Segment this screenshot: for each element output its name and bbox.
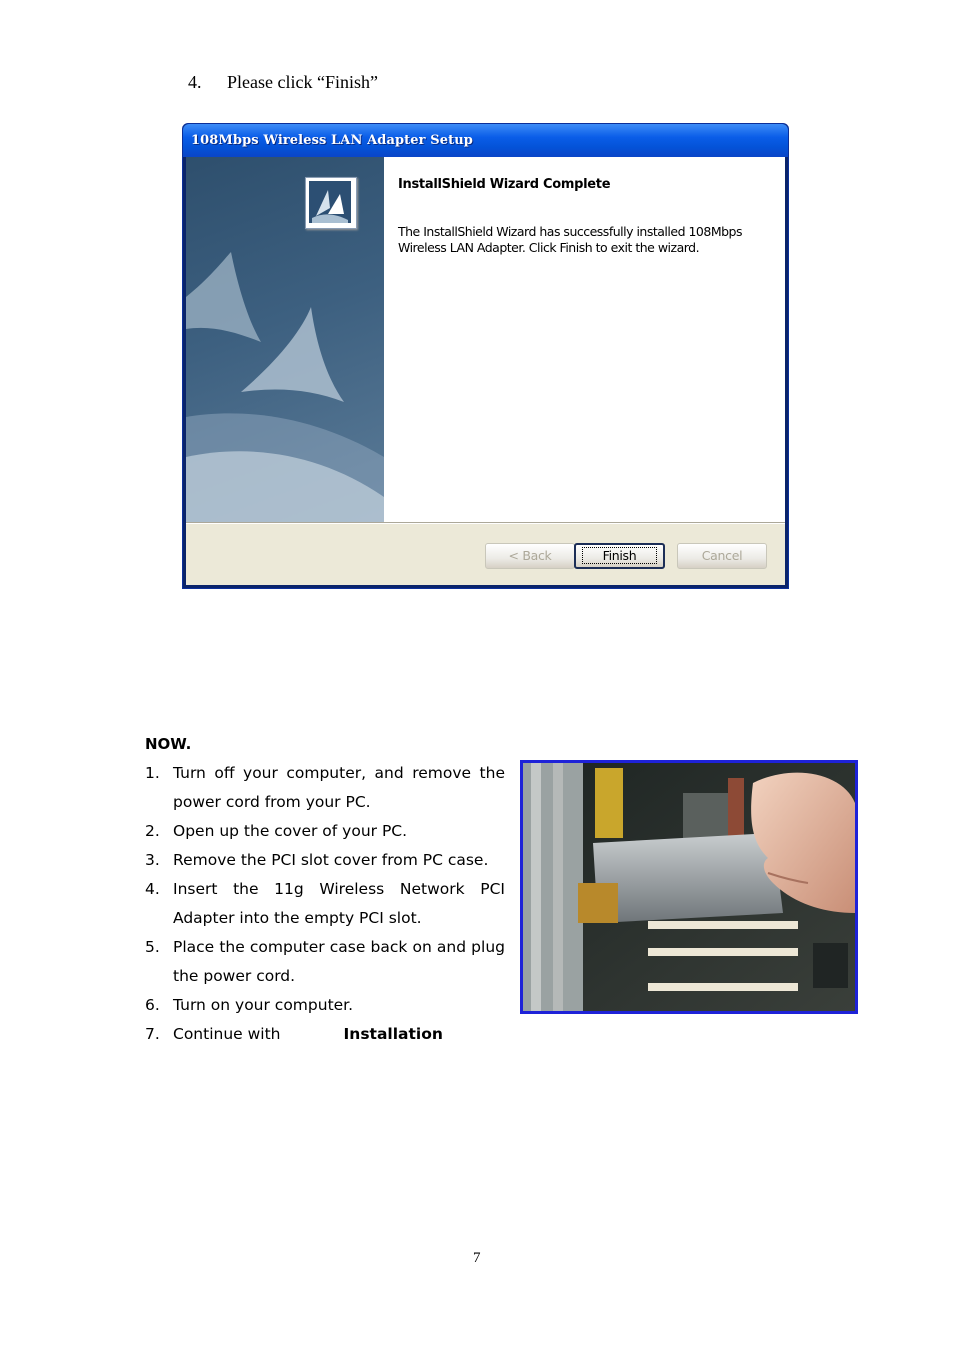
back-button[interactable]: < Back [485,543,575,569]
dialog-separator [186,522,785,524]
finish-button[interactable] [574,543,665,569]
setup-dialog [182,123,789,589]
step-number: 4. [188,72,202,92]
list-item: 6. Turn on your computer. [145,996,354,1014]
dialog-title: 108Mbps Wireless LAN Adapter Setup [191,133,473,148]
list-item: 1. Turn off your computer, and remove the power cord from your PC. [145,764,505,811]
wizard-heading: InstallShield Wizard Complete [398,177,611,192]
installshield-icon [305,177,357,229]
list-item: 7. Continue with Installation [145,1025,443,1043]
page-number: 7 [473,1250,481,1266]
step-heading [188,72,378,93]
list-item: 4. Insert the 11g Wireless Network PCI Adapter into the empty PCI slot. [145,880,505,927]
list-item: 3. Remove the PCI slot cover from PC case. [145,851,489,869]
dialog-titlebar[interactable] [183,124,788,157]
wizard-content [384,157,785,522]
dialog-client [186,157,785,585]
steps-list [145,759,505,1049]
wizard-message: The InstallShield Wizard has successfully installed 108Mbps Wireless LAN Adapter. Click Finish to exit the wizard. [398,224,742,255]
list-item: 5. Place the computer case back on and plug the power cord. [145,938,505,985]
now-label: NOW. [145,735,192,753]
installation-emphasis: Installation [343,1025,443,1043]
step-text: Please click “Finish” [227,72,378,92]
pci-install-photo [520,760,858,1014]
cancel-button[interactable]: Cancel [677,543,767,569]
list-item: 2. Open up the cover of your PC. [145,822,408,840]
finish-label: Finish [583,548,657,563]
